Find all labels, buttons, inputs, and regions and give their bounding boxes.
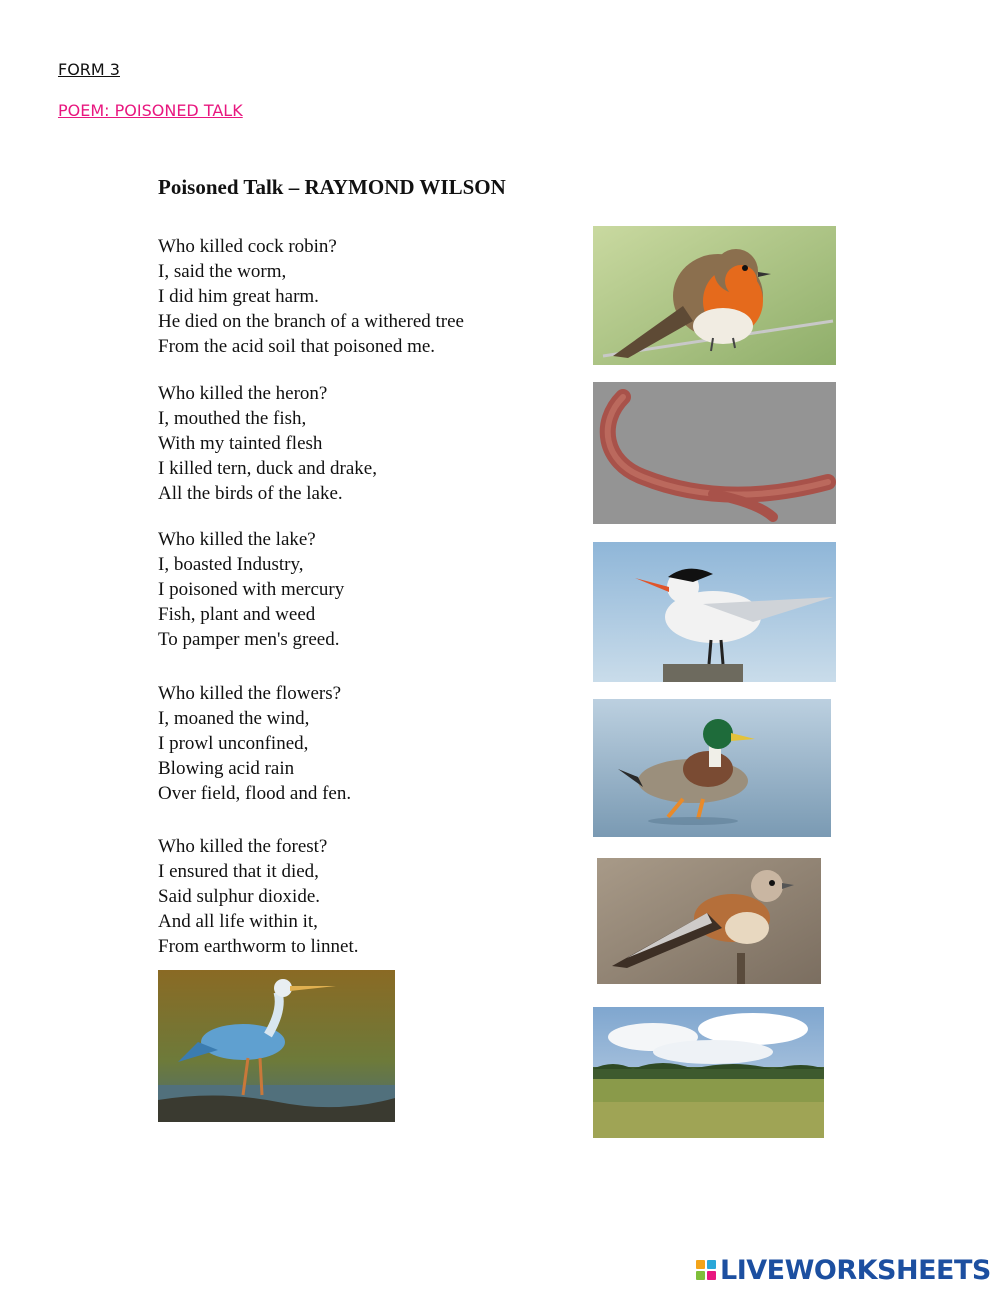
stanza-5	[158, 834, 359, 959]
poem-line: Who killed the lake?	[158, 529, 316, 550]
poem-title: Poisoned Talk – RAYMOND WILSON	[158, 175, 506, 199]
form-label: FORM 3	[58, 60, 120, 79]
poem-line: Blowing acid rain	[158, 758, 295, 779]
earthworm-image	[593, 382, 836, 524]
poem-line: He died on the branch of a withered tree	[158, 311, 464, 332]
brand-name: LIVEWORKSHEETS	[720, 1254, 991, 1286]
poem-line: I prowl unconfined,	[158, 733, 309, 754]
poem-label: POEM: POISONED TALK	[58, 101, 243, 120]
stanza-3	[158, 527, 344, 652]
poem-line: I, mouthed the fish,	[158, 408, 307, 429]
poem-line: I poisoned with mercury	[158, 579, 345, 600]
poem-line: All the birds of the lake.	[158, 483, 343, 504]
poem-line: Who killed the heron?	[158, 383, 328, 404]
robin-image	[593, 226, 836, 365]
stanza-4	[158, 681, 351, 806]
field-landscape-image	[593, 1007, 824, 1138]
heron-image	[158, 970, 395, 1122]
tern-image	[593, 542, 836, 682]
poem-line: From the acid soil that poisoned me.	[158, 336, 436, 357]
logo-grid-icon	[696, 1260, 716, 1280]
poem-line: With my tainted flesh	[158, 433, 323, 454]
poem-line: Who killed the forest?	[158, 836, 328, 857]
poem-line: And all life within it,	[158, 911, 318, 932]
poem-line: I, boasted Industry,	[158, 554, 304, 575]
poem-line: I ensured that it died,	[158, 861, 319, 882]
poem-line: I did him great harm.	[158, 286, 319, 307]
poem-line: Over field, flood and fen.	[158, 783, 352, 804]
poem-line: I, moaned the wind,	[158, 708, 310, 729]
poem-line: I, said the worm,	[158, 261, 287, 282]
poem-line: I killed tern, duck and drake,	[158, 458, 377, 479]
liveworksheets-logo	[696, 1254, 991, 1286]
poem-line: From earthworm to linnet.	[158, 936, 359, 957]
linnet-image	[597, 858, 821, 984]
poem-line: Who killed the flowers?	[158, 683, 342, 704]
poem-line: To pamper men's greed.	[158, 629, 340, 650]
poem-line: Who killed cock robin?	[158, 236, 337, 257]
mallard-duck-image	[593, 699, 831, 837]
poem-line: Fish, plant and weed	[158, 604, 316, 625]
poem-line: Said sulphur dioxide.	[158, 886, 321, 907]
stanza-1	[158, 234, 464, 359]
stanza-2	[158, 381, 377, 506]
